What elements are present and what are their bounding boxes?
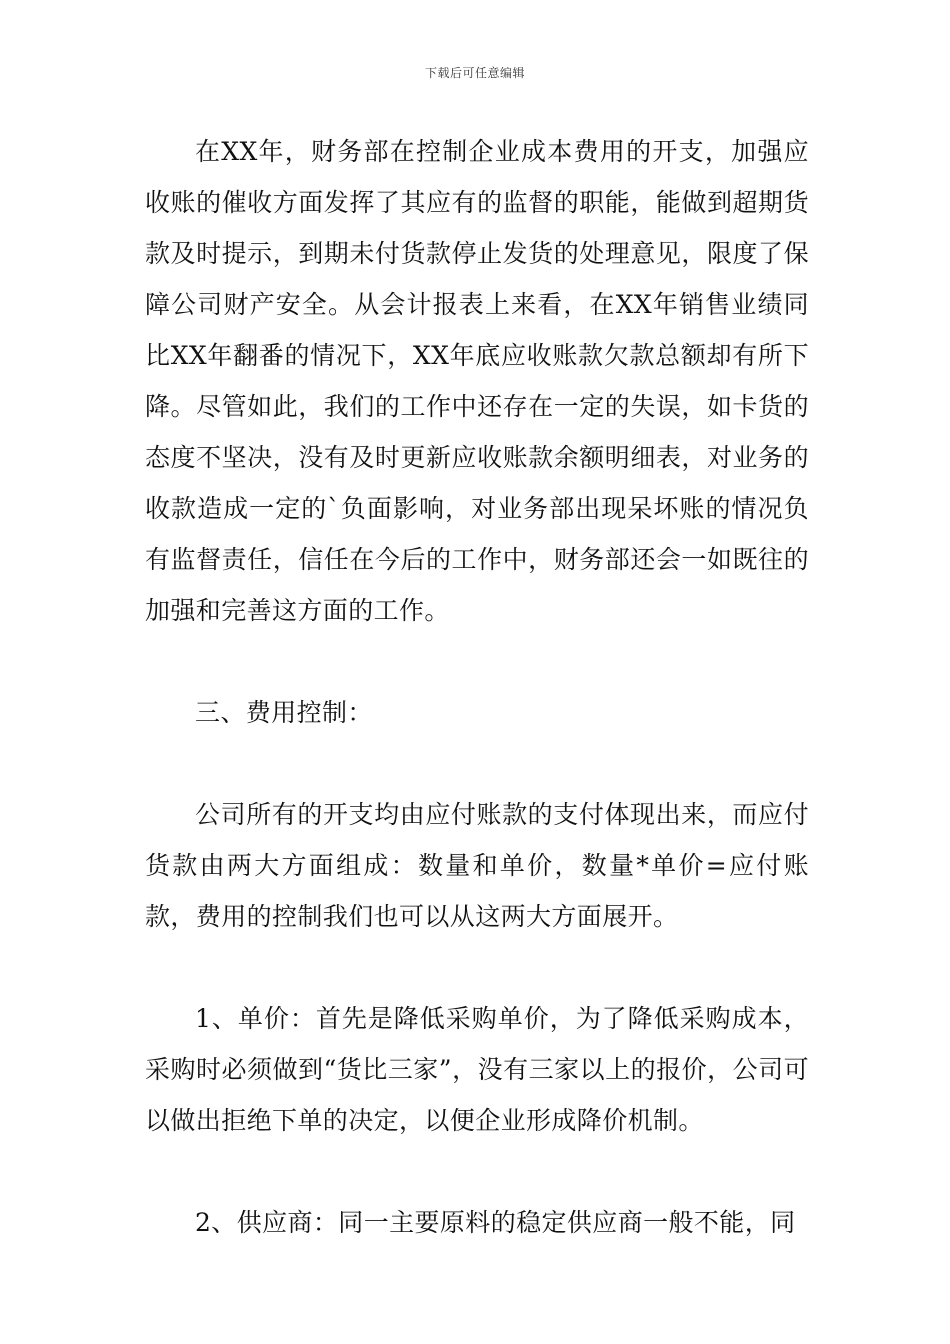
document-body (145, 126, 809, 1248)
page-header-note: 下载后可任意编辑 (424, 66, 525, 80)
paragraph-unit-price: 1、单价：首先是降低采购单价，为了降低采购成本，采购时必须做到“货比三家”，没有三家以上的报价，公司可以做出拒绝下单的决定，以便企业形成降价机制。 (145, 1004, 809, 1135)
paragraph-supplier: 2、供应商：同一主要原料的稳定供应商一般不能，同 (195, 1208, 796, 1237)
paragraph-accounts-receivable: 在XX年，财务部在控制企业成本费用的开支，加强应收账的催收方面发挥了其应有的监督的职能，能做到超期货款及时提示，到期未付货款停止发货的处理意见，限度了保障公司财产安全。从会计报表上来看，在XX年销售业绩同比XX年翻番的情况下，XX年底应收账款欠款总额却有所下降。尽管如此，我们的工作中还存在一定的失误，如卡货的态度不坚决，没有及时更新应收账款余额明细表，对业务的收款造成一定的`负面影响，对业务部出现呆坏账的情况负有监督责任，信任在今后的工作中，财务部还会一如既往的加强和完善这方面的工作。 (145, 137, 809, 625)
paragraph-payables-overview: 公司所有的开支均由应付账款的支付体现出来，而应付货款由两大方面组成：数量和单价，数量*单价=应付账款，费用的控制我们也可以从这两大方面展开。 (145, 800, 809, 931)
section-heading-expense-control: 三、费用控制： (195, 698, 373, 727)
